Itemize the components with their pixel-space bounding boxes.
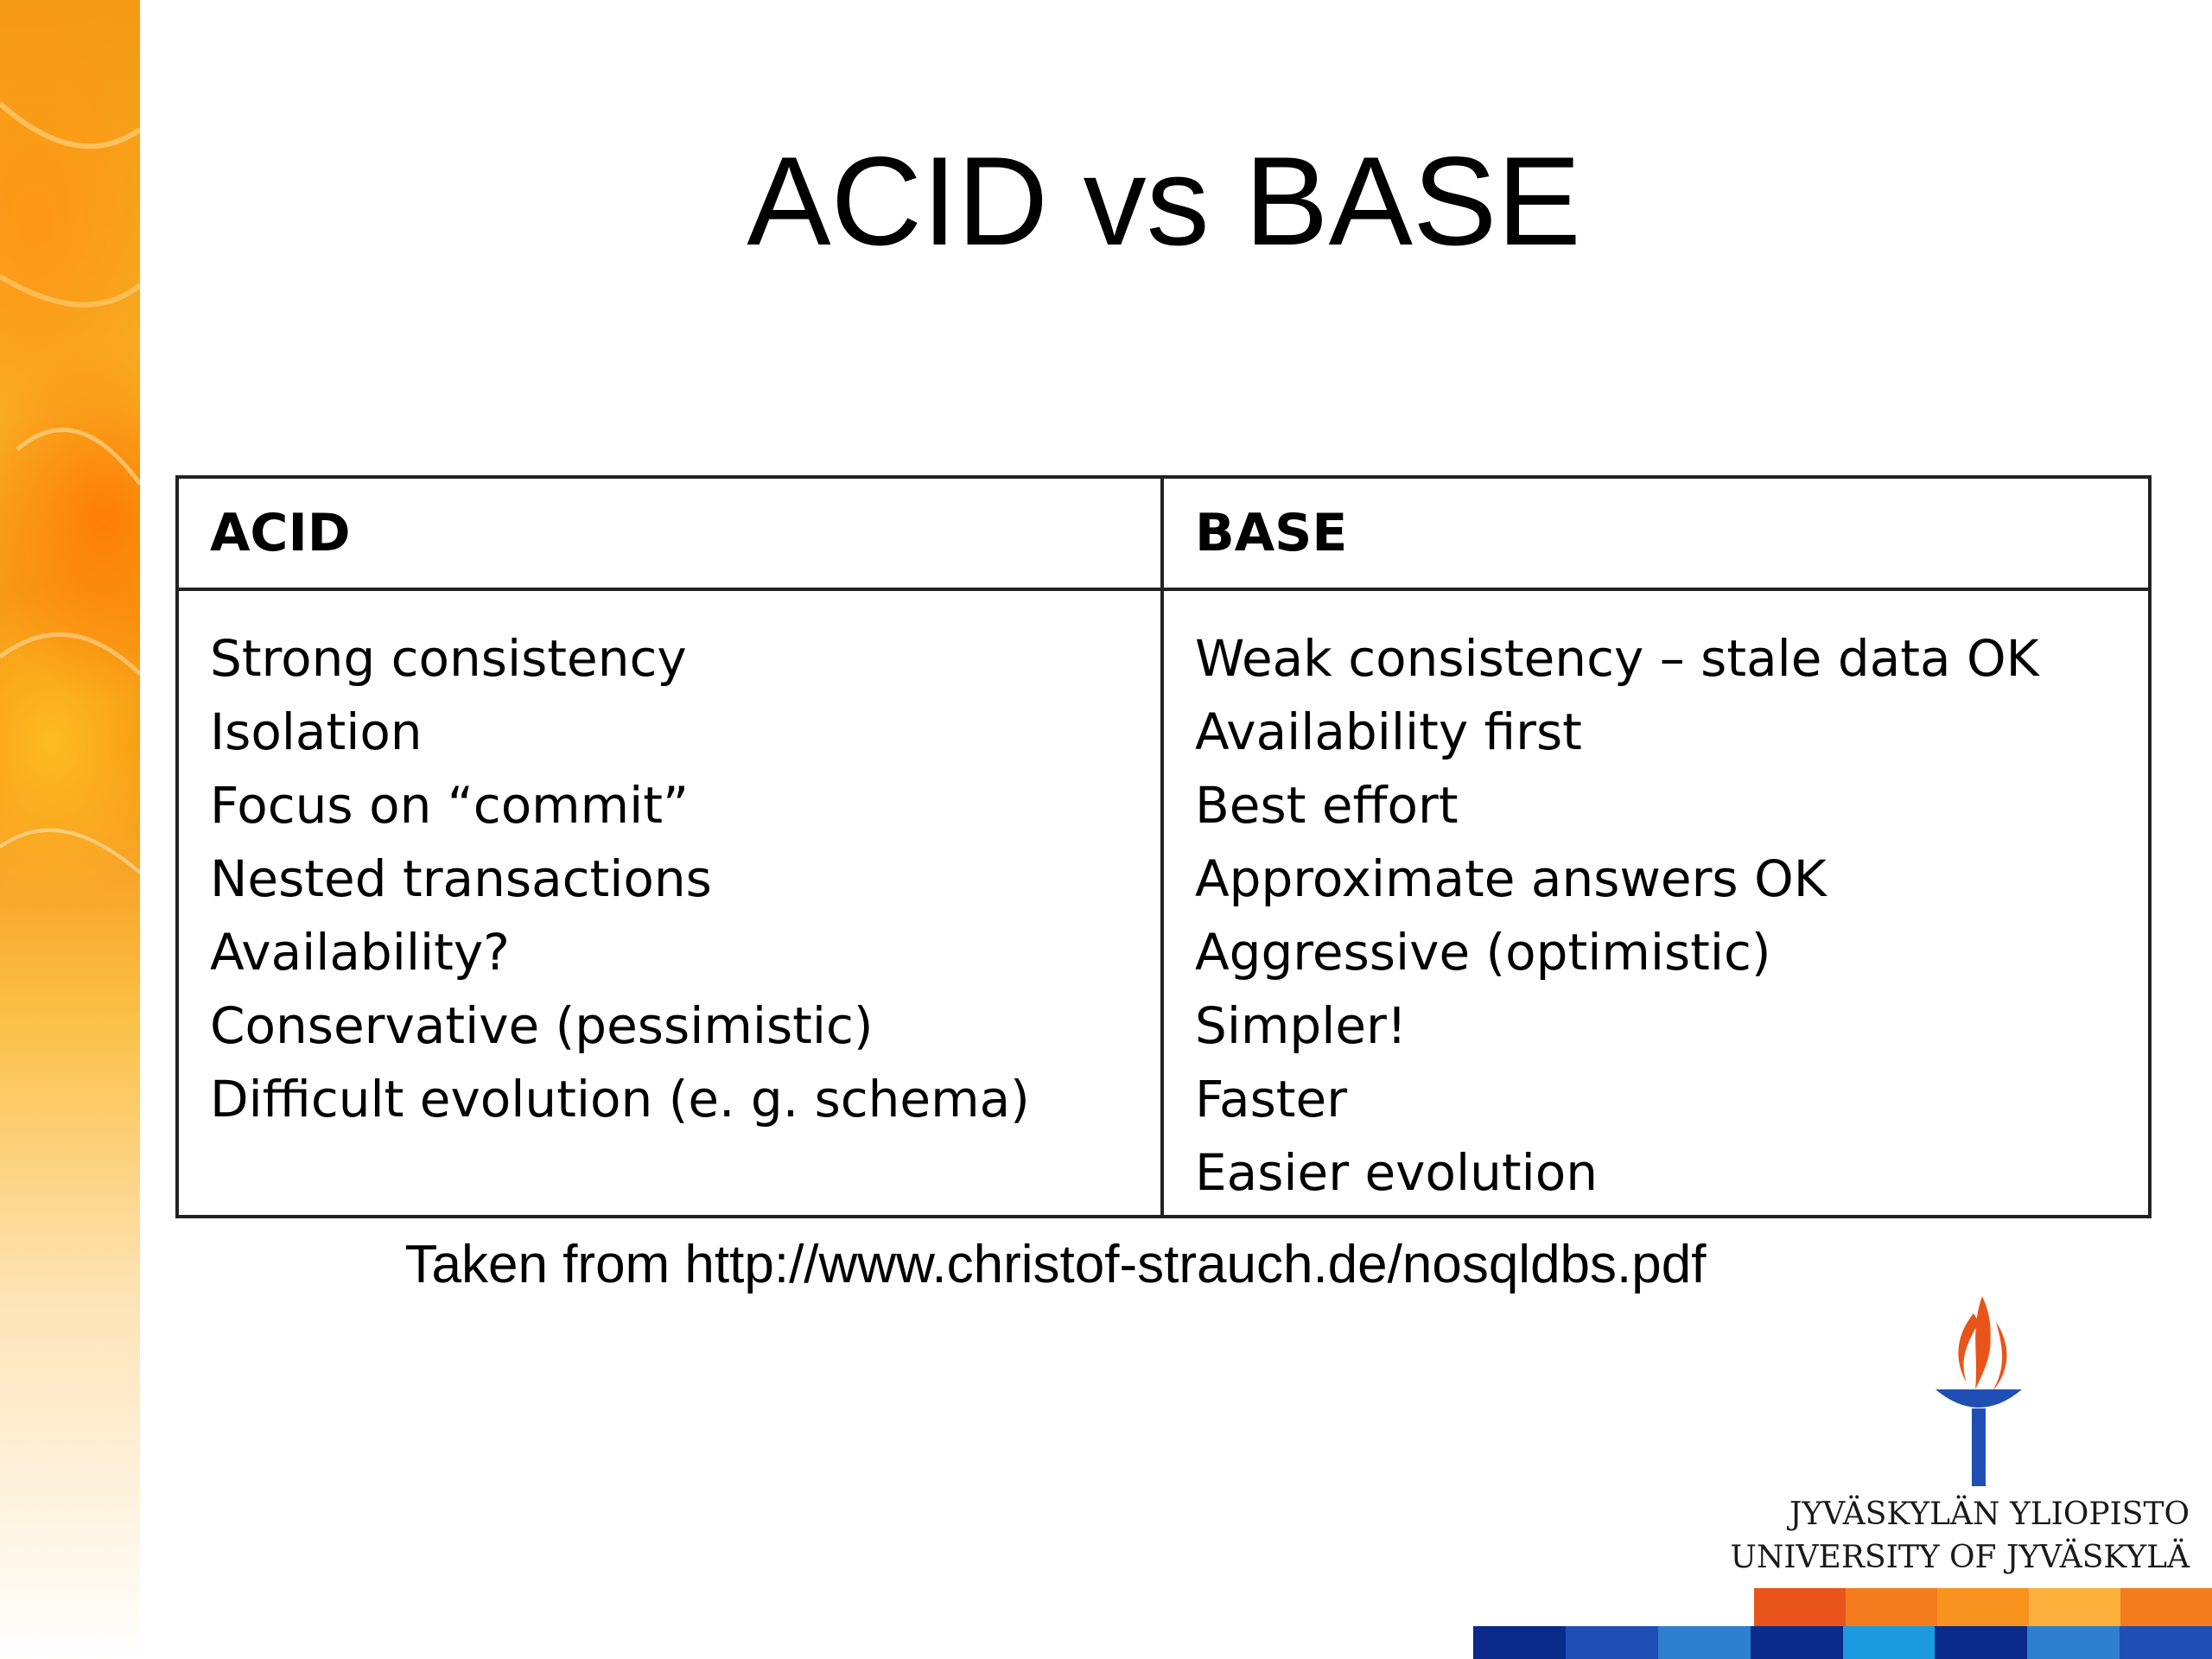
slide-title: ACID vs BASE [747,130,1581,271]
stripe-segment [2029,1588,2120,1626]
acid-header: ACID [179,479,1164,591]
base-item: Weak consistency – stale data OK [1195,629,2039,688]
base-item: Availability first [1195,702,1582,761]
base-item: Best effort [1195,776,1459,835]
base-header: BASE [1164,479,2148,591]
base-column [1164,591,2148,1215]
acid-item: Difficult evolution (e. g. schema) [210,1070,1030,1128]
base-item: Faster [1195,1070,1348,1128]
base-item: Approximate answers OK [1195,849,1827,908]
stripe-segment [2120,1626,2212,1659]
university-name-finnish: JYVÄSKYLÄN YLIOPISTO [1789,1497,2190,1532]
acid-item: Focus on “commit” [210,776,690,835]
orange-stripe-bar [1754,1588,2212,1626]
stripe-segment [1843,1626,1936,1659]
acid-item: Isolation [210,702,423,761]
decorative-leaf-strip [0,0,140,1659]
stripe-segment [1935,1626,2027,1659]
stripe-segment [1754,1588,1846,1626]
acid-item: Nested transactions [210,849,712,908]
stripe-segment [1846,1588,1937,1626]
torch-icon [1754,1287,2203,1581]
stripe-segment [1473,1626,1566,1659]
stripe-segment [1658,1626,1751,1659]
comparison-table [175,475,2152,1218]
acid-item: Conservative (pessimistic) [210,996,874,1055]
leaf-pattern [0,0,140,1037]
acid-column [179,591,1164,1215]
stripe-segment [1566,1626,1658,1659]
acid-item: Availability? [210,923,510,982]
stripe-segment [1751,1626,1843,1659]
stripe-segment [2027,1626,2120,1659]
base-item: Simpler! [1195,996,1408,1055]
stripe-segment [2120,1588,2212,1626]
university-name-english: UNIVERSITY OF JYVÄSKYLÄ [1730,1540,2190,1575]
blue-stripe-bar [1473,1626,2212,1659]
acid-item: Strong consistency [210,629,687,688]
source-citation: Taken from http://www.christof-strauch.de/nosqldbs.pdf [404,1235,1707,1294]
stripe-segment [1937,1588,2029,1626]
base-item: Easier evolution [1195,1143,1598,1202]
base-item: Aggressive (optimistic) [1195,923,1771,982]
